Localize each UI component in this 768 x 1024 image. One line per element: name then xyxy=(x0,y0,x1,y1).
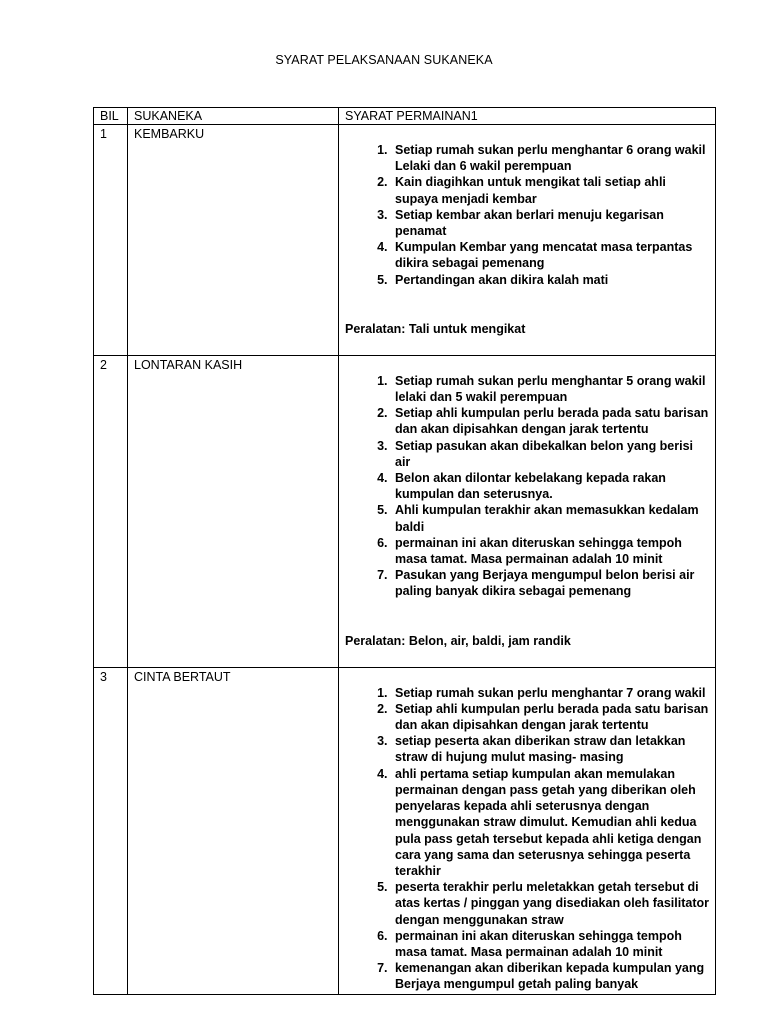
rule-item: 6. permainan ini akan diteruskan sehingga tempoh masa tamat. Masa permainan adalah 10 minit xyxy=(391,928,709,960)
document-title: SYARAT PELAKSANAAN SUKANEKA xyxy=(275,53,493,67)
header-bil: BIL xyxy=(94,108,128,125)
equipment-note: Peralatan: Tali untuk mengikat xyxy=(345,321,526,336)
rule-item: 7. Pasukan yang Berjaya mengumpul belon berisi air paling banyak dikira sebagai pemenang xyxy=(391,567,709,599)
rules-list xyxy=(345,373,709,600)
table-row xyxy=(94,355,716,667)
game-rules-cell xyxy=(339,355,716,667)
rule-item: 2. Setiap ahli kumpulan perlu berada pada satu barisan dan akan dipisahkan dengan jarak tertentu xyxy=(391,405,709,437)
game-rules-cell xyxy=(339,667,716,994)
header-syarat: SYARAT PERMAINAN1 xyxy=(339,108,716,125)
rule-item: 5. peserta terakhir perlu meletakkan getah tersebut di atas kertas / pinggan yang disediakan oleh fasilitator dengan menggunakan straw xyxy=(391,879,709,928)
game-name: LONTARAN KASIH xyxy=(128,355,339,667)
table-row xyxy=(94,667,716,994)
rules-list xyxy=(345,142,709,288)
rule-item: 4. Kumpulan Kembar yang mencatat masa terpantas dikira sebagai pemenang xyxy=(391,239,709,271)
rules-list xyxy=(345,685,709,993)
rules-table xyxy=(93,107,716,995)
rule-item: 7. kemenangan akan diberikan kepada kumpulan yang Berjaya mengumpul getah paling banyak xyxy=(391,960,709,992)
header-sukaneka: SUKANEKA xyxy=(128,108,339,125)
row-number: 3 xyxy=(94,667,128,994)
rule-item: 6. permainan ini akan diteruskan sehingga tempoh masa tamat. Masa permainan adalah 10 minit xyxy=(391,535,709,567)
game-name: CINTA BERTAUT xyxy=(128,667,339,994)
rule-item: 2. Kain diagihkan untuk mengikat tali setiap ahli supaya menjadi kembar xyxy=(391,174,709,206)
rule-item: 2. Setiap ahli kumpulan perlu berada pada satu barisan dan akan dipisahkan dengan jarak tertentu xyxy=(391,701,709,733)
rule-item: 4. ahli pertama setiap kumpulan akan memulakan permainan dengan pass getah yang diberikan oleh penyelaras kepada ahli seterusnya dengan menggunakan straw dimulut. Kemudian ahli kedua pula pass getah tersebut kepada ahli ketiga dengan cara yang sama dan seterusnya sehingga peserta terakhir xyxy=(391,766,709,879)
rule-item: 1. Setiap rumah sukan perlu menghantar 5 orang wakil lelaki dan 5 wakil perempuan xyxy=(391,373,709,405)
rule-item: 5. Pertandingan akan dikira kalah mati xyxy=(391,272,709,288)
rule-item: 3. Setiap kembar akan berlari menuju kegarisan penamat xyxy=(391,207,709,239)
game-name: KEMBARKU xyxy=(128,125,339,356)
rule-item: 4. Belon akan dilontar kebelakang kepada rakan kumpulan dan seterusnya. xyxy=(391,470,709,502)
table-row xyxy=(94,125,716,356)
equipment-note: Peralatan: Belon, air, baldi, jam randik xyxy=(345,633,571,648)
rule-item: 3. Setiap pasukan akan dibekalkan belon yang berisi air xyxy=(391,438,709,470)
table-header-row xyxy=(94,108,716,125)
row-number: 2 xyxy=(94,355,128,667)
rule-item: 3. setiap peserta akan diberikan straw dan letakkan straw di hujung mulut masing- masing xyxy=(391,733,709,765)
game-rules-cell xyxy=(339,125,716,356)
rule-item: 1. Setiap rumah sukan perlu menghantar 6 orang wakil Lelaki dan 6 wakil perempuan xyxy=(391,142,709,174)
row-number: 1 xyxy=(94,125,128,356)
rule-item: 1. Setiap rumah sukan perlu menghantar 7 orang wakil xyxy=(391,685,709,701)
rule-item: 5. Ahli kumpulan terakhir akan memasukkan kedalam baldi xyxy=(391,502,709,534)
